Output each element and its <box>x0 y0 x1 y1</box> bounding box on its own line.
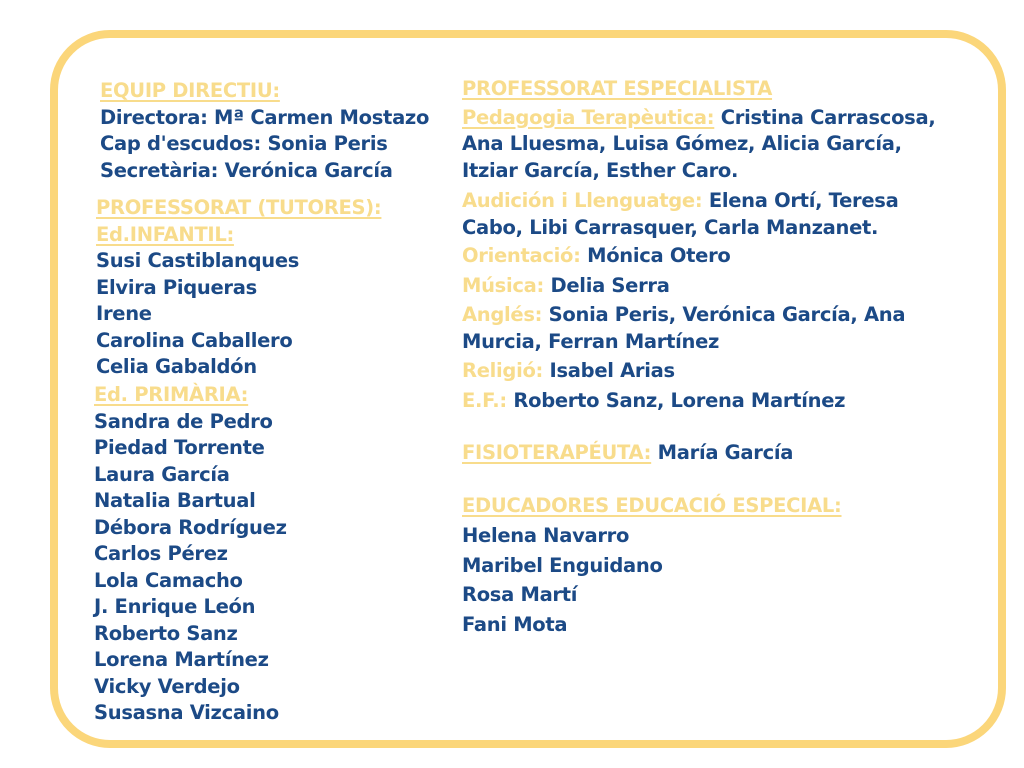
left-primaria <box>94 382 287 727</box>
educador-name: Fani Mota <box>462 612 568 636</box>
al-label: Audición i Llenguatge: <box>462 189 703 212</box>
primaria-name: Laura García <box>94 462 230 486</box>
primaria-name: Natalia Bartual <box>94 489 256 512</box>
musica-label: Música: <box>462 273 544 297</box>
infantil-name: Carolina Caballero <box>96 328 293 352</box>
al-line-1 <box>462 188 935 215</box>
infantil-heading: Ed.INFANTIL: <box>96 222 234 246</box>
especialista-heading: PROFESSORAT ESPECIALISTA <box>462 77 773 100</box>
pt-names-1: Cristina Carrascosa, <box>720 105 936 129</box>
infantil-name: Irene <box>96 302 152 325</box>
fisio-line <box>462 440 935 467</box>
educador-name: Maribel Enguidano <box>462 553 663 577</box>
equip-line-cap: Cap d'escudos: Sonia Peris <box>100 132 388 155</box>
equip-line-directora: Directora: Mª Carmen Mostazo <box>100 105 430 129</box>
angles-label: Anglés: <box>462 303 543 326</box>
religio-name: Isabel Arias <box>549 359 675 382</box>
primaria-name: Vicky Verdejo <box>94 674 240 698</box>
pt-line-3: Itziar García, Esther Caro. <box>462 158 739 182</box>
angles-names-1: Sonia Peris, Verónica García, Ana <box>548 303 906 326</box>
primaria-name: Susasna Vizcaino <box>94 701 279 724</box>
primaria-name: Piedad Torrente <box>94 436 265 459</box>
ef-names: Roberto Sanz, Lorena Martínez <box>513 388 846 412</box>
primaria-name: J. Enrique León <box>94 595 256 618</box>
primaria-name: Débora Rodríguez <box>94 515 287 539</box>
educadores-heading: EDUCADORES EDUCACIÓ ESPECIAL: <box>462 493 842 517</box>
educador-name: Rosa Martí <box>462 583 578 606</box>
orientacio-name: Mónica Otero <box>587 244 731 267</box>
equip-line-secretaria: Secretària: Verónica García <box>100 158 393 182</box>
pt-line-2: Ana Lluesma, Luisa Gómez, Alicia García, <box>462 132 902 155</box>
pt-line-1 <box>462 105 935 132</box>
religio-line <box>462 358 935 385</box>
fisio-label: FISIOTERAPÉUTA: <box>462 441 652 464</box>
primaria-name: Lola Camacho <box>94 568 243 592</box>
angles-line-1 <box>462 302 935 329</box>
primaria-name: Sandra de Pedro <box>94 409 273 433</box>
al-line-2: Cabo, Libi Carrasquer, Carla Manzanet. <box>462 215 879 239</box>
left-column <box>100 78 429 184</box>
fisio-name: María García <box>657 441 794 464</box>
religio-label: Religió: <box>462 359 544 382</box>
primaria-heading: Ed. PRIMÀRIA: <box>94 383 249 406</box>
equip-directiu-heading: EQUIP DIRECTIU: <box>100 79 280 102</box>
al-names-1: Elena Ortí, Teresa <box>708 189 899 212</box>
ef-line <box>462 388 935 415</box>
orientacio-label: Orientació: <box>462 244 581 267</box>
primaria-name: Carlos Pérez <box>94 542 228 565</box>
educador-name: Helena Navarro <box>462 524 630 547</box>
right-column <box>462 76 935 638</box>
ef-label: E.F.: <box>462 388 507 412</box>
tutores-heading: PROFESSORAT (TUTORES): <box>96 196 382 219</box>
primaria-name: Roberto Sanz <box>94 621 238 645</box>
musica-line <box>462 273 935 300</box>
angles-line-2: Murcia, Ferran Martínez <box>462 329 720 353</box>
infantil-name: Celia Gabaldón <box>96 355 257 378</box>
pt-label: Pedagogia Terapèutica: <box>462 105 715 129</box>
infantil-name: Elvira Piqueras <box>96 275 257 299</box>
left-tutores <box>96 195 381 381</box>
primaria-name: Lorena Martínez <box>94 648 269 671</box>
infantil-name: Susi Castiblanques <box>96 249 300 272</box>
musica-name: Delia Serra <box>550 273 670 297</box>
orientacio-line <box>462 243 935 270</box>
